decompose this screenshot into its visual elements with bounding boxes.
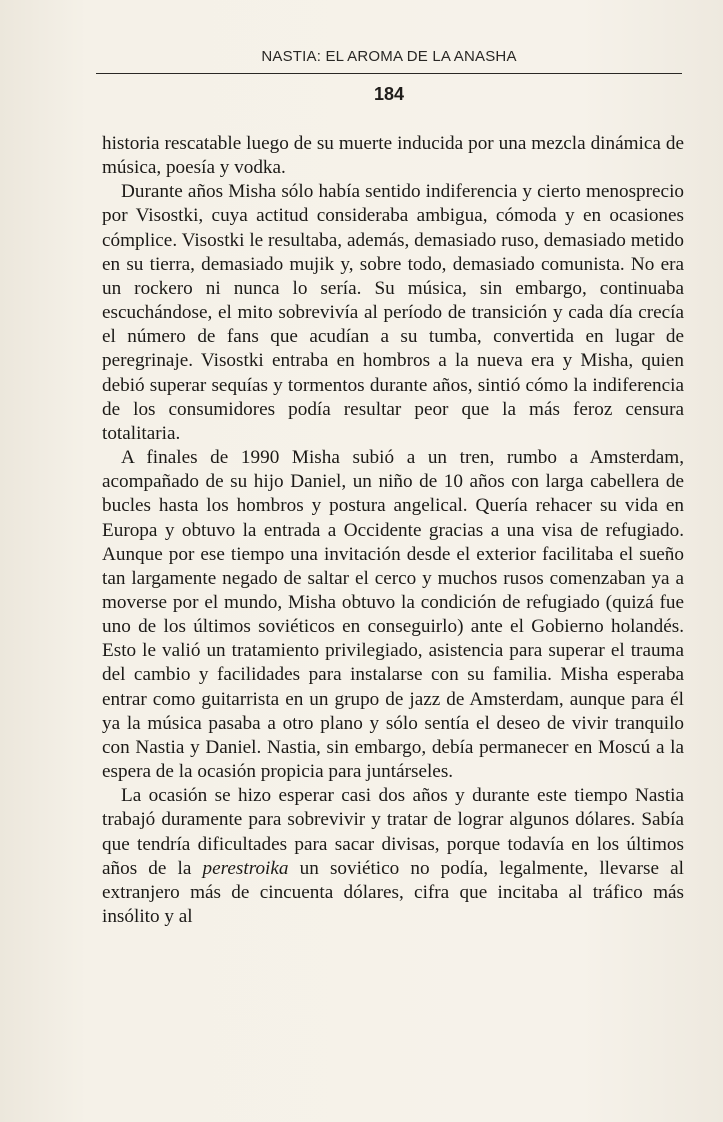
header-rule bbox=[96, 73, 682, 74]
paragraph-1: historia rescatable luego de su muerte inducida por una mezcla dinámica de música, poesía y vodka. bbox=[102, 133, 684, 179]
paragraph-4 bbox=[102, 784, 684, 929]
paragraph-3: A finales de 1990 Misha subió a un tren, rumbo a Amsterdam, acompañado de su hijo Daniel, un niño de 10 años con larga cabellera de bucles hasta los hombros y postura angelical. Quería rehacer su vida en Europa y obtuvo la entrada a Occidente gracias a una visa de refugiado. Aunque por ese tiempo una invitación desde el exterior facilitaba el sueño tan largamente negado de saltar el cerco y muchos rusos comenzaban ya a moverse por el mundo, Misha obtuvo la condición de refugiado (quizá fue uno de los últimos soviéticos en conseguirlo) ante el Gobierno holandés. Esto le valió un tratamiento privilegiado, asistencia para superar el trauma del cambio y facilidades para instalarse con su familia. Misha esperaba entrar como guitarrista en un grupo de jazz de Amsterdam, aunque para él ya la música pasaba a otro plano y sólo sentía el deseo de vivir tranquilo con Nastia y Daniel. Nastia, sin embargo, debía permanecer en Moscú a la espera de la ocasión propicia para juntárseles. bbox=[102, 447, 684, 783]
paragraph-4-emphasis: perestroika bbox=[202, 857, 289, 879]
body-text bbox=[102, 132, 684, 929]
paragraph-2: Durante años Misha sólo había sentido indiferencia y cierto menosprecio por Visostki, cuya actitud consideraba ambigua, cómoda y en ocasiones cómplice. Visostki le resultaba, además, demasiado ruso, demasiado metido en su tierra, demasiado mujik y, sobre todo, demasiado comunista. No era un rockero ni nunca lo sería. Su música, sin embargo, continuaba escuchándose, el mito sobrevivía al período de transición y cada día crecía el número de fans que acudían a su tumba, convertida en lugar de peregrinaje. Visostki entraba en hombros a la nueva era y Misha, quien debió superar sequías y tormentos durante años, sintió cómo la indiferencia de los consumidores podía resultar peor que la más feroz censura totalitaria. bbox=[102, 181, 684, 444]
page-number: 184 bbox=[373, 84, 405, 104]
paragraph-4-text-after: un soviético no podía, legalmente, llevarse al extranjero más de cincuenta dólares, cifra que incitaba al tráfico más insólito y al bbox=[102, 857, 684, 927]
paragraph-4-text-before: La ocasión se hizo esperar casi dos años y durante este tiempo Nastia trabajó duramente para sobrevivir y tratar de lograr algunos dólares. Sabía que tendría dificultades para sacar divisas, porque todavía en los últimos años de la bbox=[102, 785, 684, 879]
running-title: NASTIA: EL AROMA DE LA ANASHA bbox=[261, 48, 517, 65]
